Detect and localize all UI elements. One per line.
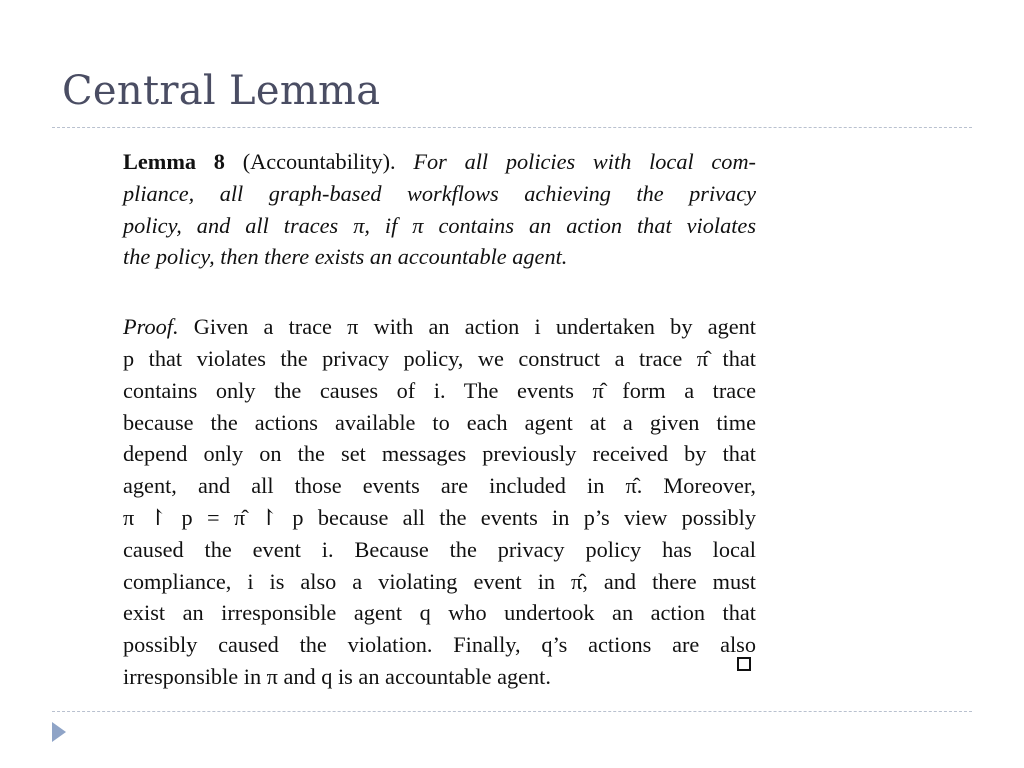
lemma-name: (Accountability). [224, 149, 396, 174]
proof-line-5: depend only on the set messages previously received by that [123, 441, 756, 467]
proof-line-11: possibly caused the violation. Finally, q’s actions are also [123, 632, 756, 658]
proof-line-6: agent, and all those events are included in π̂. Moreover, [123, 473, 756, 499]
proof-line-9: compliance, i is also a violating event in π̂, and there must [123, 568, 756, 594]
proof-line-2: p that violates the privacy policy, we construct a trace π̂ that [123, 345, 756, 371]
proof-text: Given a trace π with an action i undertaken by agent [178, 314, 756, 340]
proof-line-12: irresponsible in π and q is an accountable agent. [123, 663, 551, 689]
proof-line-10: exist an irresponsible agent q who undertook an action that [123, 600, 756, 626]
proof-line-7: π ↾ p = π̂ ↾ p because all the events in p’s view possibly [123, 504, 756, 530]
proof-line-4: because the actions available to each agent at a given time [123, 409, 756, 435]
paragraph-gap [123, 273, 756, 311]
lemma-line-4: the policy, then there exists an accountable agent. [123, 244, 568, 270]
title-divider [52, 127, 972, 128]
proof-line-1 [123, 311, 756, 343]
proof-line-3: contains only the causes of i. The events π̂ form a trace [123, 377, 756, 403]
lemma-text: For all policies with local com- [395, 149, 756, 174]
lemma-heading: Lemma 8 [123, 149, 225, 174]
proof-line-8: caused the event i. Because the privacy policy has local [123, 536, 756, 562]
lemma-line-3: policy, and all traces π, if π contains an action that violates [123, 212, 756, 238]
slide-title: Central Lemma [62, 68, 381, 114]
lemma-excerpt [123, 146, 756, 693]
lemma-line-2: pliance, all graph-based workflows achieving the privacy [123, 180, 756, 206]
qed-square-icon [737, 657, 751, 671]
play-arrow-icon[interactable] [52, 722, 66, 742]
lemma-line-1 [123, 146, 756, 178]
proof-label: Proof. [123, 314, 179, 340]
footer-divider [52, 711, 972, 712]
